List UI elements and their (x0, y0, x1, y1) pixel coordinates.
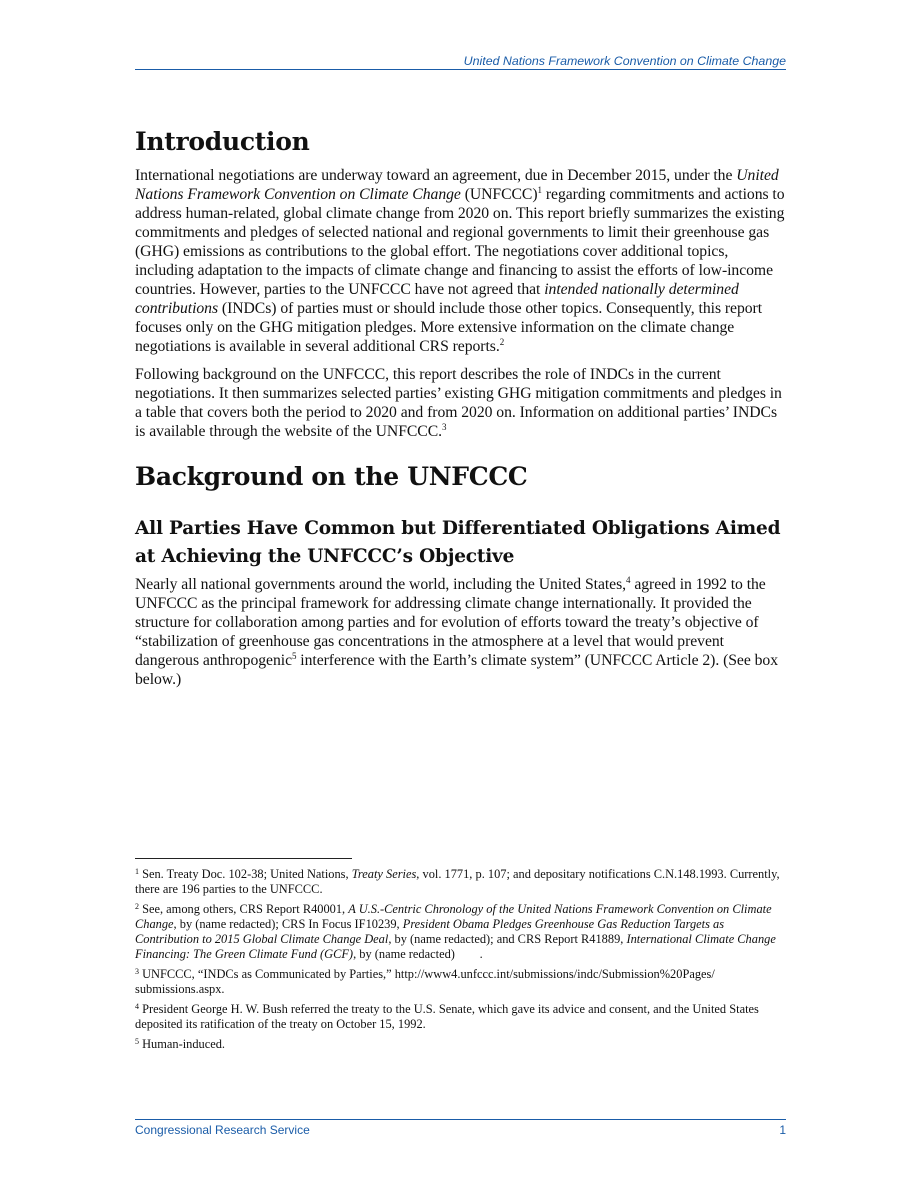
text-run: , by (name redacted) . (353, 947, 483, 961)
background-paragraph-1 (135, 575, 786, 689)
footnote-1 (135, 867, 786, 897)
footnote-number: 2 (135, 902, 139, 911)
text-run: President George H. W. Bush referred the treaty to the U.S. Senate, which gave its advice and consent, and the United States deposited its ratification of the treaty on October 15, 1992. (135, 1002, 759, 1031)
footnote-5 (135, 1037, 786, 1052)
text-run: agreed in 1992 to the UNFCCC as the principal framework for addressing climate change internationally. It provided the structure for collaboration among parties and for evolution of efforts toward the treaty’s objective of “stabilization of greenhouse gas concentrations in the atmosphere at a level that would prevent dangerous anthropogenic (135, 576, 766, 669)
footnote-ref-2[interactable]: 2 (499, 337, 505, 347)
text-run: International negotiations are underway toward an agreement, due in December 2015, under the (135, 167, 737, 184)
footnote-number: 3 (135, 967, 139, 976)
footer-organization: Congressional Research Service (135, 1123, 310, 1137)
footnote-number: 4 (135, 1002, 139, 1011)
text-run: Following background on the UNFCCC, this report describes the role of INDCs in the current negotiations. It then summarizes selected parties’ existing GHG mitigation commitments and pledges in a table that covers both the period to 2020 and from 2020 on. Information on additional parties’ INDCs is available through the website of the UNFCCC. (135, 366, 782, 440)
italic-term: intended nationally determined contributions (135, 281, 739, 317)
italic-title: United Nations Framework Convention on Climate Change (135, 167, 779, 203)
footnote-separator (135, 858, 352, 859)
footnote-2 (135, 902, 786, 962)
footnotes (135, 867, 786, 1057)
footer-rule (135, 1119, 786, 1120)
footnote-ref-4[interactable]: 4 (626, 575, 631, 585)
footnote-4 (135, 1002, 786, 1032)
text-run: , vol. 1771, p. 107; and depositary notifications C.N.148.1993. Currently, there are 196 parties to the UNFCCC. (135, 867, 780, 896)
text-run: Sen. Treaty Doc. 102-38; United Nations, (139, 867, 352, 881)
footnote-number: 5 (135, 1037, 139, 1046)
main-content (135, 124, 786, 698)
text-run: See, among others, CRS Report R40001, (139, 902, 349, 916)
intro-paragraph-2 (135, 365, 786, 441)
text-run: (UNFCCC) (460, 186, 538, 203)
footnote-ref-1[interactable]: 1 (537, 185, 542, 195)
text-run: , by (name redacted); and CRS Report R41889, (388, 932, 627, 946)
text-run: , by (name redacted); CRS In Focus IF10239, (173, 917, 403, 931)
header-rule (135, 69, 786, 70)
background-heading: Background on the UNFCCC (135, 462, 528, 491)
italic-title: A U.S.-Centric Chronology of the United Nations Framework Convention on Climate Change (135, 902, 772, 931)
text-run: Human-induced. (139, 1037, 226, 1051)
footnote-number: 1 (135, 867, 139, 876)
text-run: interference with the Earth’s climate system” (UNFCCC Article 2). (See box below.) (135, 652, 778, 688)
footnote-3 (135, 967, 786, 997)
footnote-ref-5[interactable]: 5 (291, 651, 297, 661)
parties-subheading: All Parties Have Common but Differentiated Obligations Aimed at Achieving the UNFCCC’s Objective (135, 518, 781, 567)
introduction-heading: Introduction (135, 127, 310, 156)
text-run: (INDCs) of parties must or should include those other topics. Consequently, this report focuses only on the GHG mitigation pledges. More extensive information on the climate change negotiations is available in several additional CRS reports. (135, 300, 763, 355)
italic-title: International Climate Change Financing: The Green Climate Fund (GCF) (135, 932, 776, 961)
text-run: regarding commitments and actions to address human-related, global climate change from 2020 on. This report briefly summarizes the existing commitments and pledges of selected national and regional governments to limit their greenhouse gas (GHG) emissions as contributions to the global effort. The negotiations cover additional topics, including adaptation to the impacts of climate change and financing to assist the efforts of low-income countries. However, parties to the UNFCCC have not agreed that (135, 186, 785, 298)
footnote-ref-3[interactable]: 3 (442, 422, 447, 432)
intro-paragraph-1 (135, 166, 786, 356)
running-header: United Nations Framework Convention on Climate Change (463, 54, 786, 68)
text-run: UNFCCC, “INDCs as Communicated by Parties,” http://www4.unfccc.int/submissions/indc/Submission%20Pages/ submissions.aspx. (135, 967, 715, 996)
italic-title: Treaty Series (351, 867, 417, 881)
text-run: Nearly all national governments around the world, including the United States, (135, 576, 627, 593)
italic-title: President Obama Pledges Greenhouse Gas Reduction Targets as Contribution to 2015 Global Climate Change Deal (135, 917, 725, 946)
page-number: 1 (779, 1123, 786, 1137)
